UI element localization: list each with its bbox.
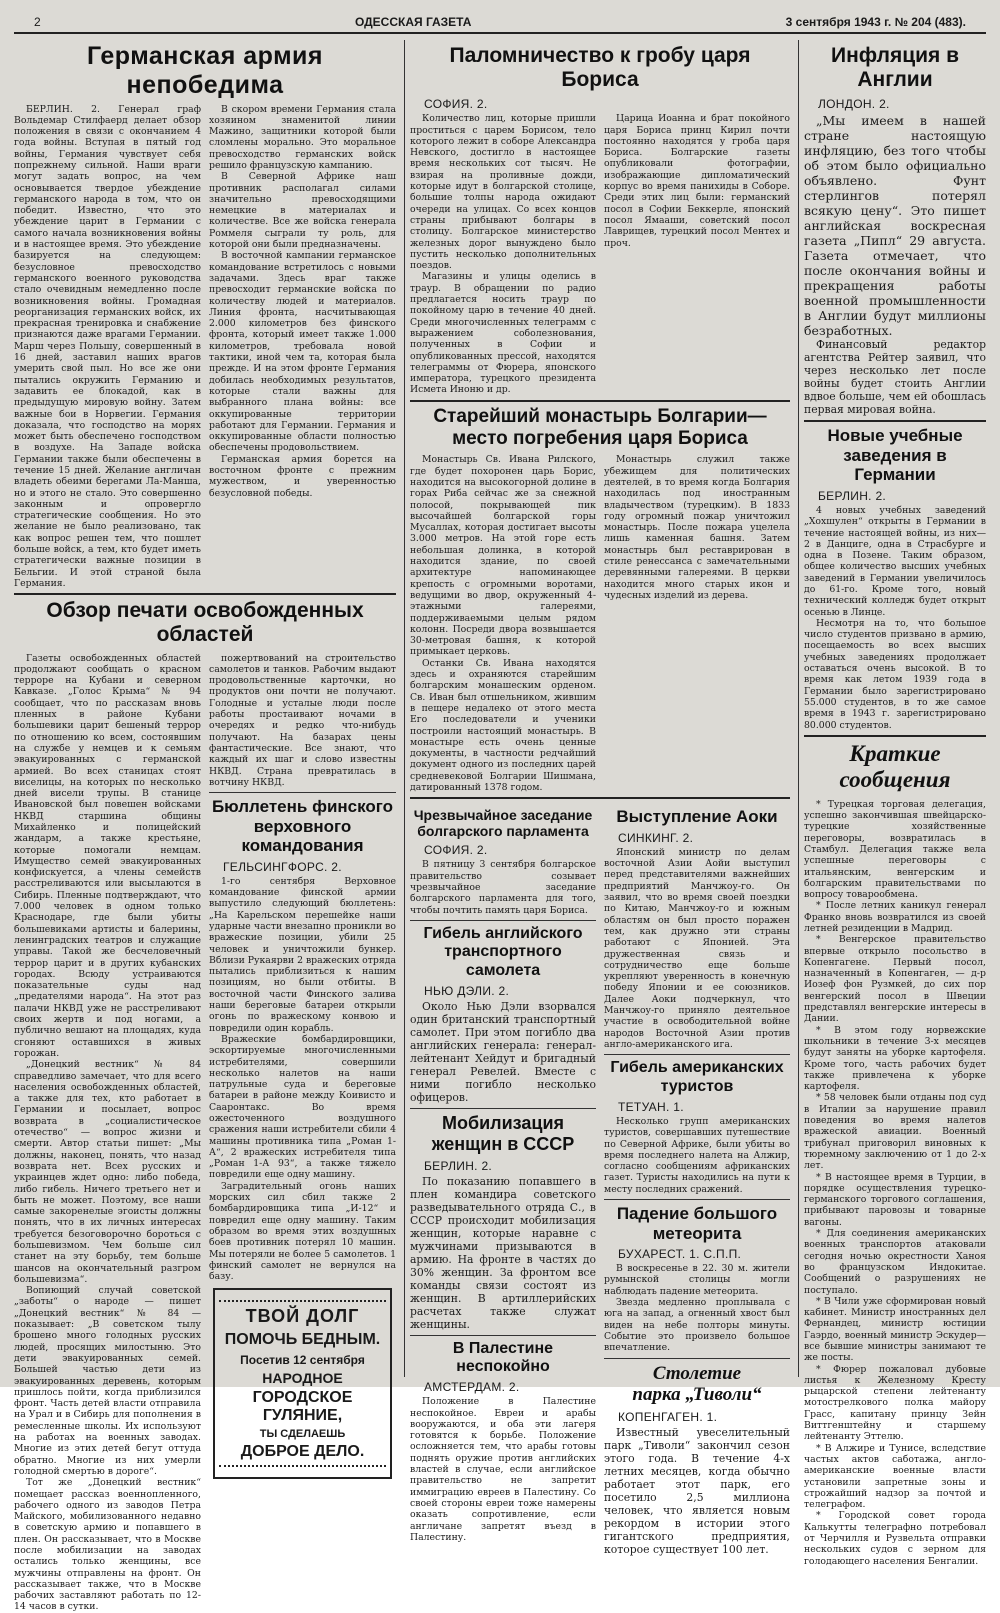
brief-headline (804, 741, 986, 794)
monastery-paragraph: Монастырь служил также убежищем для политических деятелей, в то время когда Болгария находилась под иностранным владычеством (турецким). В 1833 году огромный пожар уничтожил монастырь. После пожара уцелела лишь каменная башня. Затем монастырь был реставрирован в стиле ренессанса с замечательными деревянными галереями. В церкви находится много старых икон и чудесных изделий из дерева. (604, 454, 790, 601)
finnish-headline: Бюллетень финского верховного командования (211, 797, 394, 856)
finnish-dateline: ГЕЛЬСИНГФОРС. 2. (223, 859, 342, 874)
issue-info: 3 сентября 1943 г. № 204 (483). (785, 15, 966, 29)
brief-item: * Венгерское правительство впервые открыло посольство в Копенгагене. Первый посол, назначенный в Копенгаген, — д-р Иозеф фон Рузмкей, до сих пор венгерский посол в Швеции представлял венгерские интересы в Дании. (804, 934, 986, 1025)
tivoli-headline-line: парка „Тиволи“ (632, 1384, 762, 1406)
inflation-paragraph: Финансовый редактор агентства Рейтер заявил, что через несколько лет после войны будет стоить Англии вдвое больше, чем ей обошлась первая мировая война. (804, 338, 986, 417)
newspaper-title: ОДЕССКАЯ ГАЗЕТА (354, 15, 472, 29)
meteorite-headline: Падение большого метеорита (616, 1204, 778, 1243)
ad-line: ТВОЙ ДОЛГ (245, 1306, 360, 1327)
press-paragraph: „Донецкий вестник“ № 84 справедливо замечает, что для всего населения освобожденных областей, а также для тех, кто работает в Германии и посылает, вопрос возврата в „социалистическое отечество“ — вопрос жизни и смерти. Автор статьи пишет: „Мы должны, наконец, понять, что назад возврата нет. Всех русских и украинцев ждет одно: либо победа, либо гибель. Ничего третьего нет и быть не может. Поэтому, все наши самые закоренелые эгоисты должны понять, что в их личных интересах требуется безоговорочно бороться с большевизмом. Чем больше сил станет на эту борьбу, тем больше шансов на окончательный разгром большевизма“. (14, 1059, 201, 1285)
palestine-headline: В Палестине неспокойно (452, 1339, 554, 1375)
page-number: 2 (34, 15, 41, 29)
tourists-dateline: ТЕТУАН. 1. (618, 1099, 684, 1114)
brief-item: * Фюрер пожаловал дубовые листья к Железному Кресту рыцарской степени лейтенанту мотострелкового полка майору Грасс, капитану принцу Зейн Виттгенштейну и старшему лейтенанту Эттелю. (804, 1363, 986, 1443)
press-article (14, 653, 396, 1613)
brief-item: * В этом году норвежские школьники в течение 3-х месяцев будут заняты на уборке картофеля. Кроме того, часть рабочих будет также привлечена к уборке картофеля. (804, 1024, 986, 1093)
tivoli-dateline: КОПЕНГАГЕН. 1. (618, 1410, 718, 1425)
middle-section (410, 40, 790, 1557)
pilgrimage-article (410, 113, 790, 395)
brief-item: * В Алжире и Тунисе, вследствие частых актов саботажа, англо-американские военные власти установили запретные зоны и строжайший надзор за почтой и телеграфом. (804, 1442, 986, 1511)
middle-lower (410, 803, 790, 1556)
monastery-paragraph: Монастырь Св. Ивана Рилского, где будет похоронен царь Борис, находится на высокогорной долине в горах Риба сейчас же за снежной полосой, покрывающей пик высочайшей болгарской горы Мусаллах, которая достигает высоты 3.000 метров. На этой горе есть небольшая долинка, в которой находится здание, по своей архитектуре напоминающее крепость с огромными воротами, ведущими во двор, окруженный 4-этажными галереями, поддерживаемыми целым рядом колонн. Посреди двора возвышается 30-метровая башня, к которой примыкает церковь. (410, 454, 596, 658)
schools-headline: Новые учебные заведения в Германии (827, 426, 963, 485)
army-paragraph: Германская армия борется на восточном фронте с прежним мужеством, и уверенностью безусловной победы. (209, 453, 396, 499)
masthead (14, 12, 986, 34)
mobilization-paragraph: По показанию попавшего в плен командира советского разведывательного отряда С., в СССР происходит мобилизация женщин, которые наравне с мужчинами призываются в армию. На фронте в частях до 30% женщин. За фронтом все команды связи состоят из женщин. В артиллерийских расчетах также служат женщины. (410, 1174, 596, 1331)
inflation-dateline: ЛОНДОН. 2. (818, 97, 890, 112)
finnish-paragraph: Заградительный огонь наших морских сил сбил также 2 бомбардировщика типа „И-12“ и повредил еще одну машину. Таким образом во время этих воздушных боев противник потерял 10 машин. Мы потеряли не более 5 самолетов. 1 финский самолет не вернулся на базу. (209, 1180, 396, 1283)
pilgrimage-paragraph: Царица Иоанна и брат покойного царя Бориса принц Кирил почти постоянно находятся у гроба царя Бориса. Болгарские газеты опубликовали фотографии, изображающие дипломатический корпус во время панихиды в Соборе. Среди этих лиц были: германский посол в Софии Беккерле, японский посол Ямааши, советский посол Лаврищев, турецкий посол Ментех и проч. (604, 113, 790, 249)
monastery-article (410, 454, 790, 793)
meteorite-paragraph: В воскресенье в 22. 30 м. жители румынской столицы могли наблюдать падение метеорита. (604, 1263, 790, 1297)
ad-line: НАРОДНОЕ (262, 1370, 343, 1387)
plane-paragraph: Около Нью Дэли взорвался один британский транспортный самолет. При этом погибло два английских генерала: генерал-лейтенант Хейдут и бригадный генерал Ревелей. Вместе с ними погибло несколько офицеров. (410, 1000, 596, 1105)
tourists-paragraph: Несколько групп американских туристов, совершавших путешествие по Северной Африке, были убиты во время последнего налета на Алжир, согласно сообщениям африканских газет. Туристы находились на пути к месту последних сражений. (604, 1115, 790, 1195)
palestine-dateline: АМСТЕРДАМ. 2. (424, 1380, 520, 1395)
ad-line: Посетив 12 сентября (240, 1353, 365, 1368)
army-paragraph: В восточной кампании германское командование встретилось с новыми задачами. Здесь враг также превосходит германские войска по количеству людей и материалов. Линия фронта, насчитывающая 2.000 километров без финского фронта, который имеет также 1.000 километров, требовала новой тактики, иной чем та, которая была прежде. И на этом фронте Германия добилась необходимых результатов, которые стали важны для выбранного плана войны: все оккупированные территории работают для Германии. Германия и оккупированные области полностью обеспечены продовольствием. (209, 250, 396, 454)
inflation-paragraph: „Мы имеем в нашей стране настоящую инфляцию, без того чтобы об этом было официально объявлено. Фунт стерлингов потерял всякую цену“. Это пишет английская воскресная газета „Пипл“ 29 августа. Газета отмечает, что после окончания войны и прекращения работы военной промышленности в Англии будут миллионы безработных. (804, 113, 986, 339)
army-paragraph: В скором времени Германия стала хозяином знаменитой линии Мажино, защитники которой были сломлены морально. Это моральное превосходство германских войск решило французскую кампанию. (209, 103, 396, 171)
monastery-headline: Старейший монастырь Болгарии— место погребения царя Бориса (433, 405, 767, 449)
pilgrimage-dateline: СОФИЯ. 2. (424, 97, 488, 112)
pilgrimage-paragraph: Количество лиц, которые пришли проститься с царем Борисом, тело которого лежит в соборе Александра Невского, достигло в настоящее время нескольких сот тысяч. Не взирая на проливные дожди, которые идут в болгарской столице, большие толпы народа ожидают очереди на улицах. Со всех концов страны прибывают болгары в столицу. Болгарское министерство железных дорог вынуждено было пустить несколько дополнительных поездов. (410, 113, 596, 272)
army-paragraph: БЕРЛИН. 2. Генерал граф Вольдемар Стилфаерд делает обзор положения в связи с окончанием 4 года войны. Вступая в пятый год войны, Германия чувствует себя попрежнему сильной. Наши враги могут задать вопрос, на чем основывается твердое убеждение германского народа в том, что он победит. Известно, что это убеждение царит в Германии с самого начала возникновения войны и в настоящее время. Это убеждение базируется на следующем: безусловное превосходство германского военного руководства стало очевидным немедленно после возникновения войны. Громадная реорганизация германских войск, их прекрасная тренировка и снабжение признаются даже врагами Германии. Марш через Польшу, совершенный в 16 дней, заставил наших врагов умерить свой пыл. Но все же они пытались окружить Германию и задавить ее блокадой, как в предыдущую мировую войну. Затем важные бои в Норвегии. Германия доказала, что господство на морях может быть обеспечено господством в воздухе. На Западе войска Германии также были обеспечены в течение 15 дней. Желание англичан владеть обеими берегами Ла-Манша, но и этого не стало. Это совершенно законным и опровергло стратегические сообщения. Но это желание не было реализовано, так как вопрос решен тем, что пошлет больше войск, а тем, кто будет иметь стратегически важные позиции в Бельгии. И этой страной была Германия. (14, 103, 201, 589)
brief-item: * Для соединения американских военных транспортов атаковали сегодня ночью окрестности Ханоя во французском Индокитае. Сообщений о разрушениях не поступало. (804, 1228, 986, 1296)
charity-advertisement (213, 1288, 392, 1479)
pilgrimage-paragraph: Магазины и улицы оделись в траур. В обращении по радио предлагается носить траур по покойному царю в течение 40 дней. Среди многочисленных телеграмм с выражением соболезнования, полученных в Софии и опубликованных прессой, находятся телеграммы от Фюрера, японского императора, турецкого президента Исмета Иноню и др. (410, 271, 596, 396)
schools-paragraph: Несмотря на то, что большое число студентов призвано в армию, посещаемость во всех высших учебных заведениях продолжает оставаться очень высокой. В то время как летом 1939 года в Германии было зарегистрировано 55.000 студентов, в то же самое время в 1943 г. зарегистрировано 80.000 студентов. (804, 617, 986, 731)
aoki-headline: Выступление Аоки (616, 807, 778, 827)
press-headline: Обзор печати освобожденных областей (46, 599, 364, 647)
press-paragraph: Газеты освобожденных областей продолжают сообщать о красном терроре на Кубани и северном Кавказе. „Голос Крыма“ № 94 сообщает, что по рассказам вновь пленных в районе Кубани большевики царит бешеный террор по отношению ко всем, состоявшим на службе у немцев и к семьям эвакуированных с германской армией. Во всех станицах стоят виселицы, на которых по несколько дней висели трупы. В станице Ивановской был повешен войсками НКВД старшина общины Михайленко и полицейский жандарм, а также крестьяне, которые помогали немцам. Имущество семей эвакуированных конфискуется, а члены семейств расстреливаются или высылаются в Сибирь. Пленные подтверждают, что 7.000 человек в одном только Краснодаре, где были убиты большевиками артисты и балерины, ленинградских театров и служащие управы. Такой же бесчеловечный террор царит и в других кубанских городах. Всюду устраиваются показательные суды над „предателями народа“. На этот раз палачи НКВД уже не расстреливают своих жертв и под ногами, а публично вешают на площадях, куда сгоняют оставшихся в живых горожан. (14, 652, 201, 1059)
schools-dateline: БЕРЛИН. 2. (818, 488, 887, 503)
ad-line: ГОРОДСКОЕ ГУЛЯНИЕ, (252, 1389, 353, 1425)
brief-item: * В Чили уже сформирован новый кабинет. Министр иностранных дел Фернандец, министр юстиции Гаэрдо, военный министр Эскудер—все бывшие министры занимают те же посты. (804, 1295, 986, 1364)
parliament-headline: Чрезвычайное заседание болгарского парламента (413, 807, 593, 840)
columns-container (14, 40, 986, 1613)
brief-item: * Городской совет города Калькутты телеграфно потребовал от Черчилля и Рузвельта отправки нескольких судов с зерном для голодающего населения Бенгалии. (804, 1510, 986, 1567)
brief-list (804, 799, 986, 1567)
plane-headline: Гибель английского транспортного самолета (423, 924, 583, 979)
finnish-paragraph: Вражеские бомбардировщики, эскортируемые многочисленными истребителями, совершили несколько налетов на наши патрульные суда и береговые батареи в районе между Коивисто и Сааронтакс. Во время ожесточенного воздушного сражения наши истребители сбили 4 машины противника типа „Роман 1-А“, 2 вражеских истребителя типа „Роман 1-А 93“, а также тяжело повредили еще одну машину. (209, 1033, 396, 1181)
brief-item: * 58 человек были отданы под суд в Италии за нарушение правил поведения во время налетов вражеской авиации. Военный трибунал приговорил виновных к тюремному заключению от 1 до 2-х лет. (804, 1092, 986, 1172)
pilgrimage-headline: Паломничество к гробу царя Бориса (449, 44, 751, 92)
finnish-paragraph: 1-го сентября Верховное командование финской армии выпустило следующий бюллетень: „На Карельском перешейке наши ударные части внезапно проникли во вражеские позиции, убили 25 человек и уничтожили бункер. Вблизи Рукаярви 2 вражеских отряда пытались приблизиться к нашим позициям, но были отбиты. В восточной части Финского залива наши береговые батареи открыли огонь по вражескому конвою и повредили один корабль. (209, 875, 396, 1034)
meteorite-dateline: БУХАРЕСТ. 1. С.П.П. (618, 1247, 742, 1262)
plane-dateline: НЬЮ ДЭЛИ. 2. (424, 984, 510, 999)
tourists-headline: Гибель американских туристов (610, 1059, 784, 1095)
mobilization-headline: Мобилизация женщин в СССР (431, 1113, 575, 1154)
palestine-paragraph: Положение в Палестине неспокойное. Евреи и арабы вооружаются, и оба эти лагеря готовятся к борьбе. Положение осложняется тем, что арабы готовы поднять оружие против английских властей в случае, если английское правительство не запретит иммиграцию евреев в Палестину. Со своей стороны евреи тоже намерены оказать сопротивление, если англичане запретят въезд в Палестину. (410, 1396, 596, 1543)
parliament-paragraph: В пятницу 3 сентября болгарское правительство созывает чрезвычайное заседание болгарского парламента для того, чтобы почтить память царя Бориса. (410, 859, 596, 916)
brief-item: * После летних каникул генерал Франко вновь возвратился из своей летней резиденции в Мадрид. (804, 900, 986, 934)
brief-item: * Турецкая торговая делегация, успешно закончившая швейцарско-турецкие хозяйственные переговоры, возвратилась в Стамбул. Делегация также вела успешные переговоры с итальянским, венгерским и болгарским правительствами по вопросу товарообмена. (804, 798, 986, 901)
schools-paragraph: 4 новых учебных заведений „Хохшулен“ открыты в Германии в течение настоящей войны, из них—2 в Данциге, одна в Страсбурге и одна в Позене. Таким образом, общее количество высших учебных заведений в Германии увеличилось до 61-го. Кроме того, новый технический колледж будет открыт осенью в Линце. (804, 504, 986, 618)
press-paragraph: пожертвований на строительство самолетов и танков. Рабочим выдают продовольственные карточки, но продуктов они почти не получают. Голодные и усталые люди после работы простаивают ночами в очередях и редко что-нибудь получают. На базарах цены фантастические. Все знают, что каждый их шаг и слово известны НКВД. Страна превратилась в вотчину НКВД. (209, 652, 396, 788)
tivoli-headline-line: Столетие (652, 1362, 742, 1384)
mobilization-dateline: БЕРЛИН. 2. (424, 1158, 493, 1173)
ad-line: ТЫ СДЕЛАЕШЬ (259, 1428, 346, 1441)
parliament-dateline: СОФИЯ. 2. (424, 843, 488, 858)
army-paragraph: В Северной Африке наш противник располагал силами значительно превосходящими немецкие в материалах и количестве. Все же войска генерала Роммеля сыграли ту роль, для которой они были предназначены. (209, 171, 396, 251)
army-article (14, 104, 396, 590)
brief-headline-line: сообщения (839, 767, 951, 793)
right-section (804, 40, 986, 1567)
monastery-paragraph: Останки Св. Ивана находятся здесь и охраняются старейшим болгарским монашеским орденом. Св. Иван был отшельником, жившим в пещере недалеко от этого места Его последователи и ученики построили настоящий монастырь. В монастыре есть очень ценные документы, в частности редчайший документ одного из последних царей средневековой Болгарии Шишмана, датированный 1378 годом. (410, 657, 596, 793)
army-headline: Германская армия непобедима (86, 42, 324, 99)
press-paragraph: Тот же „Донецкий вестник“ помещает рассказ военнопленного, рабочего одного из заводов Петра Майского, мобилизованного недавно в советскую армию и попавшего в плен. Он рассказывает, что в Москве после мобилизации на заводах остались только женщины, все мужчины отправлены на фронт. Он рассказывает также, что в Москве рабочих заставляют работать по 12-14 часов в сутки. (14, 1477, 201, 1613)
inflation-headline: Инфляция в Англии (830, 44, 960, 92)
brief-headline-line: Краткие (849, 740, 941, 766)
brief-item: * В настоящее время в Турции, в порядке осуществления турецко-германского торгового соглашения, прибывают паровозы и товарные вагоны. (804, 1171, 986, 1228)
tivoli-paragraph: Известный увеселительный парк „Тиволи“ закончил сезон этого года. В течение 4-х летних месяцев, когда обычно работает этот парк, его посетило 2,5 миллиона человек, что является новым рекордом в истории этого гигантского предприятия, которое существует 100 лет. (604, 1426, 790, 1557)
aoki-dateline: СИНКИНГ. 2. (618, 830, 694, 845)
tivoli-headline (604, 1363, 790, 1407)
ad-line: ДОБРОЕ ДЕЛО. (240, 1443, 365, 1461)
meteorite-paragraph: Звезда медленно проплывала с юга на запад, а огненный хвост был виден на небе полторы минуты. Событие это произвело большое впечатление. (604, 1297, 790, 1354)
press-paragraph: Вопиющий случай советской „заботы“ о народе — пишет „Донецкий вестник“ № 84 — показывает: „В советском тылу брошено много голодных русских людей, просящих милостыню. Это дети эвакуированных семей. Большей частью дети из эвакуированных деревень, которым пришлось пойти, когда приблизился фронт. Часть детей власти отправила на Урал и в Сибирь для пополнения в ремесленные школы. Их используют на работах на военных заводах. Многие из этих детей бегут оттуда обратно. Многие из них умерли голодной смертью в дороге“. (14, 1285, 201, 1477)
aoki-paragraph: Японский министр по делам восточной Азии Аойи выступил перед представителями важнейших предприятий Манчжоу-го. Он заявил, что во время своей поездки по Китаю, Манчжоу-го и южным областям он был просто поражен тем, как дружно эти страны работают с Японией. Эта дружественная связь и сотрудничество еще больше укрепляют уверенность в конечную победу Японии и ее союзников. Далее Аоки подчеркнул, что Манчжоу-го приняло деятельное участие в освободительной войне народов Восточной Азии против англо-американского ига. (604, 846, 790, 1050)
left-section (14, 40, 396, 1613)
ad-line: ПОМОЧЬ БЕДНЫМ. (224, 1331, 381, 1349)
